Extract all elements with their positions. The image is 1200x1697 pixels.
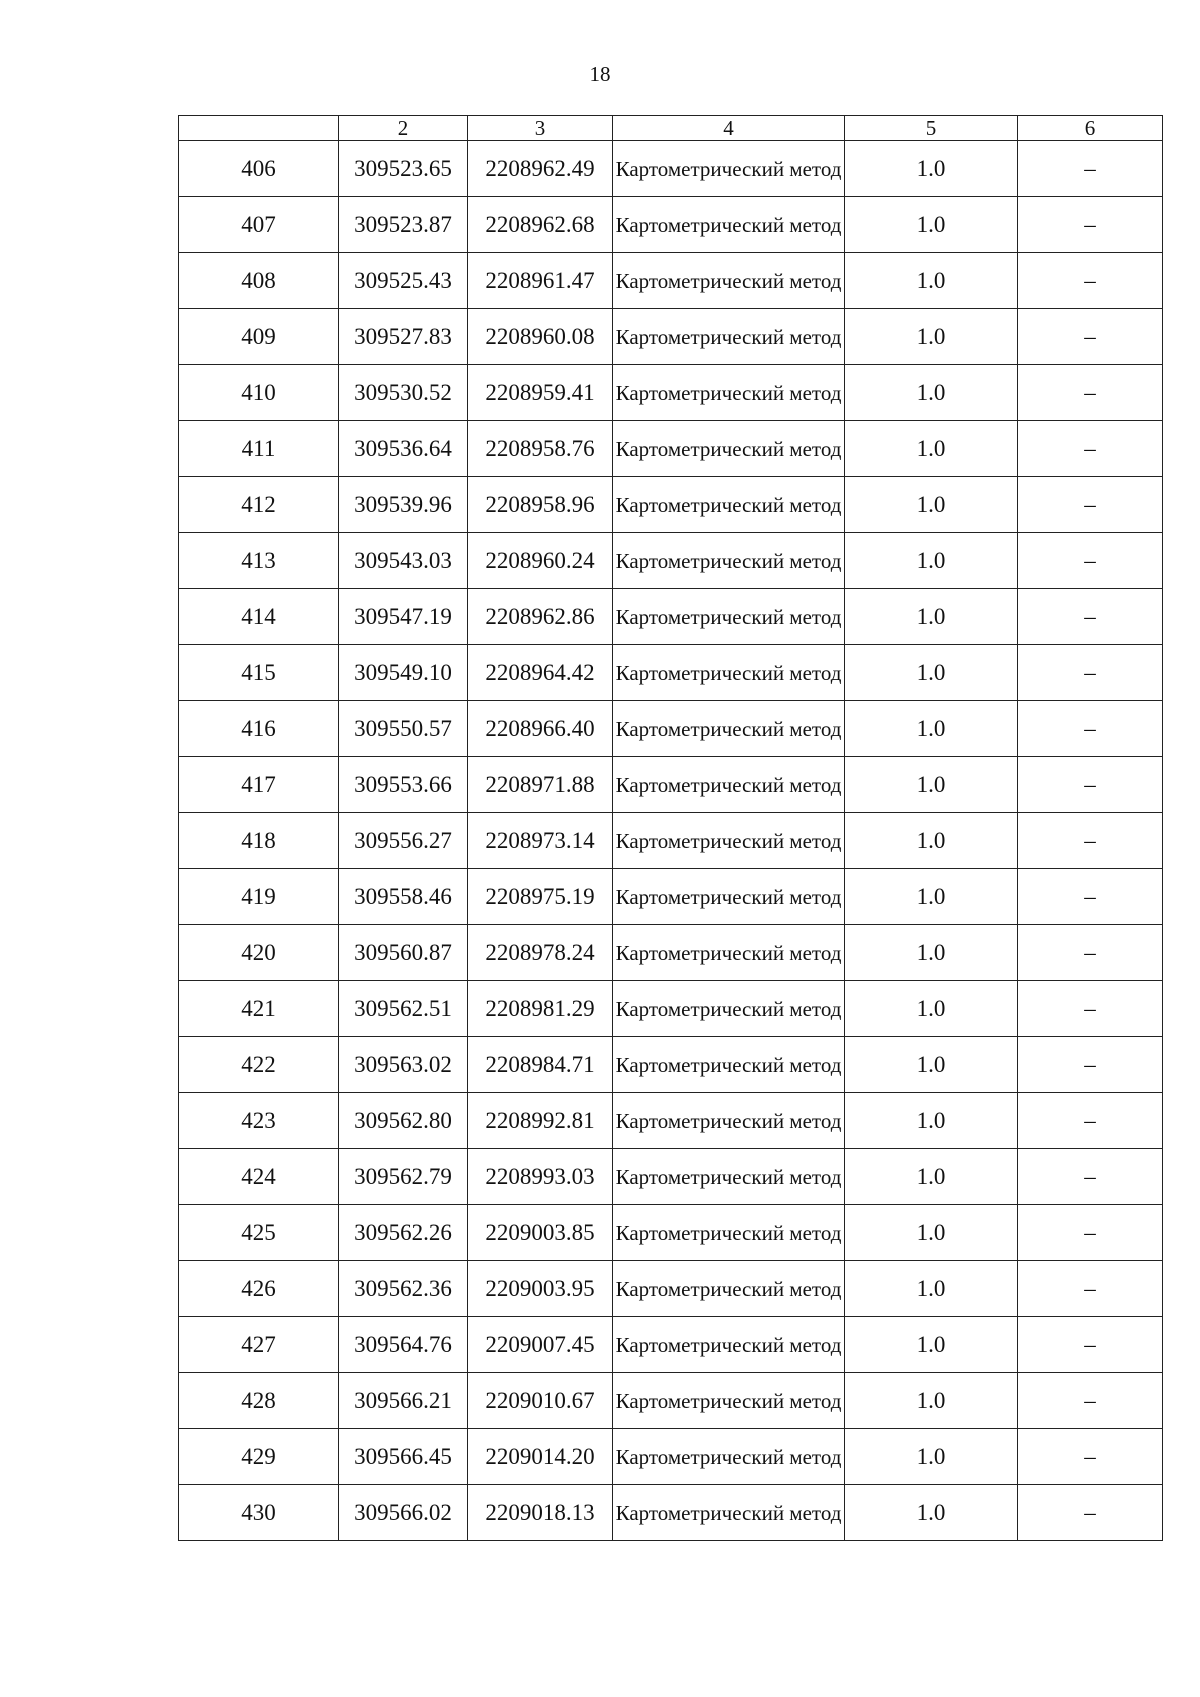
x-coordinate-cell: 309547.19 [339, 589, 468, 645]
x-coordinate-cell: 309553.66 [339, 757, 468, 813]
accuracy-cell: 1.0 [845, 1261, 1018, 1317]
accuracy-cell: 1.0 [845, 309, 1018, 365]
point-number-cell: 408 [179, 253, 339, 309]
description-cell: – [1018, 813, 1163, 869]
method-cell: Картометрический метод [613, 1261, 845, 1317]
accuracy-cell: 1.0 [845, 757, 1018, 813]
method-cell: Картометрический метод [613, 1093, 845, 1149]
point-number-cell: 424 [179, 1149, 339, 1205]
description-cell: – [1018, 1261, 1163, 1317]
method-cell: Картометрический метод [613, 1429, 845, 1485]
y-coordinate-cell: 2209007.45 [468, 1317, 613, 1373]
point-number-cell: 406 [179, 141, 339, 197]
column-header-3: 3 [468, 116, 613, 141]
table-body [179, 141, 1163, 1541]
y-coordinate-cell: 2209018.13 [468, 1485, 613, 1541]
method-cell: Картометрический метод [613, 533, 845, 589]
table-row [179, 1261, 1163, 1317]
table-row [179, 813, 1163, 869]
table-row [179, 197, 1163, 253]
point-number-cell: 419 [179, 869, 339, 925]
accuracy-cell: 1.0 [845, 925, 1018, 981]
method-cell: Картометрический метод [613, 645, 845, 701]
x-coordinate-cell: 309562.80 [339, 1093, 468, 1149]
x-coordinate-cell: 309562.36 [339, 1261, 468, 1317]
method-cell: Картометрический метод [613, 813, 845, 869]
y-coordinate-cell: 2208958.96 [468, 477, 613, 533]
table-row [179, 141, 1163, 197]
y-coordinate-cell: 2208958.76 [468, 421, 613, 477]
y-coordinate-cell: 2209003.85 [468, 1205, 613, 1261]
table-row [179, 253, 1163, 309]
method-cell: Картометрический метод [613, 869, 845, 925]
x-coordinate-cell: 309556.27 [339, 813, 468, 869]
x-coordinate-cell: 309566.21 [339, 1373, 468, 1429]
table-row [179, 477, 1163, 533]
accuracy-cell: 1.0 [845, 477, 1018, 533]
table-row [179, 645, 1163, 701]
y-coordinate-cell: 2208962.86 [468, 589, 613, 645]
y-coordinate-cell: 2208966.40 [468, 701, 613, 757]
description-cell: – [1018, 701, 1163, 757]
accuracy-cell: 1.0 [845, 253, 1018, 309]
table-row [179, 1429, 1163, 1485]
table-row [179, 1037, 1163, 1093]
description-cell: – [1018, 645, 1163, 701]
description-cell: – [1018, 1373, 1163, 1429]
y-coordinate-cell: 2208964.42 [468, 645, 613, 701]
y-coordinate-cell: 2208960.24 [468, 533, 613, 589]
x-coordinate-cell: 309523.65 [339, 141, 468, 197]
accuracy-cell: 1.0 [845, 1093, 1018, 1149]
x-coordinate-cell: 309543.03 [339, 533, 468, 589]
description-cell: – [1018, 1149, 1163, 1205]
x-coordinate-cell: 309550.57 [339, 701, 468, 757]
point-number-cell: 414 [179, 589, 339, 645]
y-coordinate-cell: 2209003.95 [468, 1261, 613, 1317]
description-cell: – [1018, 421, 1163, 477]
point-number-cell: 418 [179, 813, 339, 869]
x-coordinate-cell: 309566.02 [339, 1485, 468, 1541]
method-cell: Картометрический метод [613, 1037, 845, 1093]
method-cell: Картометрический метод [613, 1205, 845, 1261]
accuracy-cell: 1.0 [845, 645, 1018, 701]
method-cell: Картометрический метод [613, 477, 845, 533]
description-cell: – [1018, 141, 1163, 197]
y-coordinate-cell: 2208961.47 [468, 253, 613, 309]
accuracy-cell: 1.0 [845, 1037, 1018, 1093]
point-number-cell: 412 [179, 477, 339, 533]
point-number-cell: 426 [179, 1261, 339, 1317]
x-coordinate-cell: 309562.51 [339, 981, 468, 1037]
point-number-cell: 420 [179, 925, 339, 981]
x-coordinate-cell: 309562.26 [339, 1205, 468, 1261]
method-cell: Картометрический метод [613, 1485, 845, 1541]
accuracy-cell: 1.0 [845, 1429, 1018, 1485]
column-header-2: 2 [339, 116, 468, 141]
x-coordinate-cell: 309530.52 [339, 365, 468, 421]
accuracy-cell: 1.0 [845, 589, 1018, 645]
accuracy-cell: 1.0 [845, 869, 1018, 925]
y-coordinate-cell: 2208992.81 [468, 1093, 613, 1149]
x-coordinate-cell: 309549.10 [339, 645, 468, 701]
y-coordinate-cell: 2208978.24 [468, 925, 613, 981]
description-cell: – [1018, 1037, 1163, 1093]
accuracy-cell: 1.0 [845, 1373, 1018, 1429]
accuracy-cell: 1.0 [845, 141, 1018, 197]
description-cell: – [1018, 981, 1163, 1037]
y-coordinate-cell: 2209010.67 [468, 1373, 613, 1429]
y-coordinate-cell: 2209014.20 [468, 1429, 613, 1485]
method-cell: Картометрический метод [613, 365, 845, 421]
method-cell: Картометрический метод [613, 981, 845, 1037]
description-cell: – [1018, 925, 1163, 981]
column-header-6: 6 [1018, 116, 1163, 141]
point-number-cell: 415 [179, 645, 339, 701]
point-number-cell: 423 [179, 1093, 339, 1149]
x-coordinate-cell: 309527.83 [339, 309, 468, 365]
table-row [179, 589, 1163, 645]
accuracy-cell: 1.0 [845, 421, 1018, 477]
y-coordinate-cell: 2208962.68 [468, 197, 613, 253]
description-cell: – [1018, 309, 1163, 365]
x-coordinate-cell: 309564.76 [339, 1317, 468, 1373]
y-coordinate-cell: 2208960.08 [468, 309, 613, 365]
table-row [179, 869, 1163, 925]
column-header-4: 4 [613, 116, 845, 141]
table-row [179, 309, 1163, 365]
table-row [179, 1205, 1163, 1261]
method-cell: Картометрический метод [613, 309, 845, 365]
table-row [179, 1149, 1163, 1205]
point-number-cell: 422 [179, 1037, 339, 1093]
method-cell: Картометрический метод [613, 253, 845, 309]
description-cell: – [1018, 477, 1163, 533]
y-coordinate-cell: 2208975.19 [468, 869, 613, 925]
accuracy-cell: 1.0 [845, 981, 1018, 1037]
table-row [179, 1093, 1163, 1149]
description-cell: – [1018, 533, 1163, 589]
accuracy-cell: 1.0 [845, 197, 1018, 253]
method-cell: Картометрический метод [613, 421, 845, 477]
y-coordinate-cell: 2208959.41 [468, 365, 613, 421]
y-coordinate-cell: 2208973.14 [468, 813, 613, 869]
method-cell: Картометрический метод [613, 197, 845, 253]
x-coordinate-cell: 309566.45 [339, 1429, 468, 1485]
table-row [179, 1373, 1163, 1429]
x-coordinate-cell: 309536.64 [339, 421, 468, 477]
description-cell: – [1018, 253, 1163, 309]
description-cell: – [1018, 1093, 1163, 1149]
table-row [179, 533, 1163, 589]
point-number-cell: 430 [179, 1485, 339, 1541]
point-number-cell: 429 [179, 1429, 339, 1485]
table-row [179, 1485, 1163, 1541]
table-row [179, 421, 1163, 477]
accuracy-cell: 1.0 [845, 1205, 1018, 1261]
method-cell: Картометрический метод [613, 925, 845, 981]
method-cell: Картометрический метод [613, 141, 845, 197]
point-number-cell: 410 [179, 365, 339, 421]
column-header-5: 5 [845, 116, 1018, 141]
method-cell: Картометрический метод [613, 1373, 845, 1429]
coordinates-table [178, 115, 1163, 1541]
x-coordinate-cell: 309562.79 [339, 1149, 468, 1205]
point-number-cell: 425 [179, 1205, 339, 1261]
accuracy-cell: 1.0 [845, 813, 1018, 869]
point-number-cell: 407 [179, 197, 339, 253]
accuracy-cell: 1.0 [845, 1149, 1018, 1205]
point-number-cell: 417 [179, 757, 339, 813]
description-cell: – [1018, 365, 1163, 421]
accuracy-cell: 1.0 [845, 1485, 1018, 1541]
description-cell: – [1018, 1205, 1163, 1261]
table-row [179, 1317, 1163, 1373]
accuracy-cell: 1.0 [845, 1317, 1018, 1373]
method-cell: Картометрический метод [613, 589, 845, 645]
method-cell: Картометрический метод [613, 757, 845, 813]
table-row [179, 757, 1163, 813]
x-coordinate-cell: 309560.87 [339, 925, 468, 981]
method-cell: Картометрический метод [613, 701, 845, 757]
point-number-cell: 416 [179, 701, 339, 757]
column-header-1 [179, 116, 339, 141]
accuracy-cell: 1.0 [845, 533, 1018, 589]
x-coordinate-cell: 309539.96 [339, 477, 468, 533]
x-coordinate-cell: 309563.02 [339, 1037, 468, 1093]
x-coordinate-cell: 309525.43 [339, 253, 468, 309]
description-cell: – [1018, 589, 1163, 645]
point-number-cell: 411 [179, 421, 339, 477]
page-number: 18 [589, 62, 611, 86]
method-cell: Картометрический метод [613, 1317, 845, 1373]
description-cell: – [1018, 197, 1163, 253]
point-number-cell: 421 [179, 981, 339, 1037]
method-cell: Картометрический метод [613, 1149, 845, 1205]
y-coordinate-cell: 2208971.88 [468, 757, 613, 813]
description-cell: – [1018, 1429, 1163, 1485]
x-coordinate-cell: 309523.87 [339, 197, 468, 253]
y-coordinate-cell: 2208993.03 [468, 1149, 613, 1205]
y-coordinate-cell: 2208984.71 [468, 1037, 613, 1093]
x-coordinate-cell: 309558.46 [339, 869, 468, 925]
table-row [179, 925, 1163, 981]
description-cell: – [1018, 757, 1163, 813]
point-number-cell: 409 [179, 309, 339, 365]
y-coordinate-cell: 2208981.29 [468, 981, 613, 1037]
point-number-cell: 427 [179, 1317, 339, 1373]
table-row [179, 701, 1163, 757]
y-coordinate-cell: 2208962.49 [468, 141, 613, 197]
description-cell: – [1018, 1317, 1163, 1373]
point-number-cell: 428 [179, 1373, 339, 1429]
table-row [179, 365, 1163, 421]
description-cell: – [1018, 1485, 1163, 1541]
description-cell: – [1018, 869, 1163, 925]
table-row [179, 981, 1163, 1037]
table-header-row [179, 116, 1163, 141]
accuracy-cell: 1.0 [845, 701, 1018, 757]
accuracy-cell: 1.0 [845, 365, 1018, 421]
point-number-cell: 413 [179, 533, 339, 589]
